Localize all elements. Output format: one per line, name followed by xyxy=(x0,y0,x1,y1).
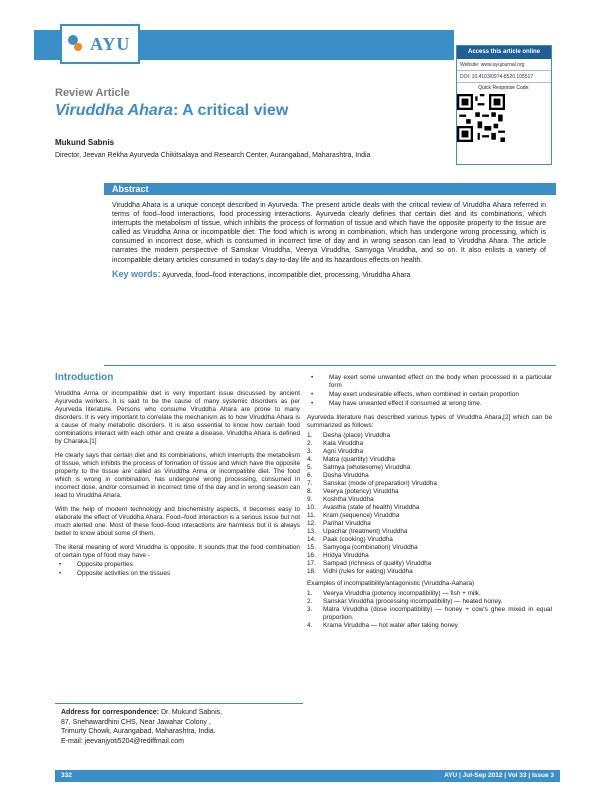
list-text: Parihar Viruddha xyxy=(323,520,371,527)
list-item: • May exert undesirable effects, when combined in certain proportion xyxy=(307,391,552,399)
list-number: 5. xyxy=(307,464,313,471)
list-number: 4. xyxy=(307,456,313,463)
list-item xyxy=(307,472,552,480)
list-item xyxy=(307,528,552,536)
list-number: 3. xyxy=(307,448,313,455)
list-number: 3. xyxy=(307,606,313,613)
keywords xyxy=(104,265,556,279)
list-text: Desha (place) Viruddha xyxy=(323,432,391,439)
access-doi[interactable]: DOI: 10.4103/0974-8520.105517 xyxy=(457,71,551,83)
list-number: 6. xyxy=(307,472,313,479)
list-text: Hridya Viruddha xyxy=(323,552,369,559)
list-text: Kram (sequence) Viruddha xyxy=(323,512,400,519)
list-item xyxy=(307,480,552,488)
examples-list xyxy=(307,590,552,630)
list-text: Agni Viruddha xyxy=(323,448,364,455)
intro-paragraph-1: Viruddha Anna or incompatible diet is very important issue discussed by ancient Ayurveda workers. It is said to be the cause of many systemic disorders as per Ayurveda literature. Persons who consume Viruddha Ahara are prone to many disorders. It is very important to correlate the mechanism as to how Viruddha Ahara is a cause of many metabolic disorders. It is also essential to know how certain food combinations interact with each other and create a disease. Viruddha Ahara is defined by Charaka.[1] xyxy=(55,390,300,445)
list-item xyxy=(307,598,552,606)
list-item xyxy=(307,432,552,440)
list-text: Veerya Viruddha (potency incompatibility) — fish + milk. xyxy=(323,590,481,597)
list-number: 16. xyxy=(307,552,316,559)
left-column xyxy=(55,374,300,582)
list-item: • Opposite activities on the tissues xyxy=(55,570,300,578)
list-text: Paak (cooking) Viruddha xyxy=(323,536,393,543)
list-number: 2. xyxy=(307,440,313,447)
list-item xyxy=(307,544,552,552)
list-text: Upachar (treatment) Viruddha xyxy=(323,528,408,535)
list-item xyxy=(307,440,552,448)
abstract-heading: Abstract xyxy=(104,183,556,195)
list-number: 17. xyxy=(307,560,316,567)
access-heading: Access this article online xyxy=(457,46,551,59)
types-intro: Ayurveda literature has described various types of Viruddha Ahara,[2] which can be summarized as follows: xyxy=(307,414,552,429)
qr-code-icon[interactable] xyxy=(457,94,505,142)
types-list xyxy=(307,432,552,576)
journal-logo xyxy=(60,24,140,64)
list-item xyxy=(307,520,552,528)
list-number: 1. xyxy=(307,590,313,597)
list-number: 15. xyxy=(307,544,316,551)
author-affiliation: Director, Jeevan Rekha Ayurveda Chikitsalaya and Research Center, Aurangabad, Maharashtra, India xyxy=(55,152,371,159)
list-number: 10. xyxy=(307,504,316,511)
right-bullets xyxy=(307,374,552,408)
title-rest: : A critical view xyxy=(172,102,289,119)
list-number: 9. xyxy=(307,496,313,503)
title-italic: Viruddha Ahara xyxy=(55,102,173,119)
list-item xyxy=(307,448,552,456)
list-text: Sampad (richness of quality) Viruddha xyxy=(323,560,432,567)
list-text: Veerya (potency) Viruddha xyxy=(323,488,399,495)
list-text: Kala Viruddha xyxy=(323,440,364,447)
list-item xyxy=(307,552,552,560)
list-number: 11. xyxy=(307,512,316,519)
abstract-divider xyxy=(104,365,556,366)
list-text: Vidhi (rules for eating) Viruddha xyxy=(323,568,413,575)
list-text: Matra (quantity) Viruddha xyxy=(323,456,395,463)
article-type: Review Article xyxy=(55,87,130,99)
list-text: Avastha (state of health) Viruddha xyxy=(323,504,420,511)
abstract-section xyxy=(104,183,556,366)
author-name: Mukund Sabnis xyxy=(55,138,115,147)
list-number: 7. xyxy=(307,480,313,487)
list-number: 2. xyxy=(307,598,313,605)
list-item xyxy=(307,590,552,598)
list-item xyxy=(307,512,552,520)
list-item xyxy=(307,560,552,568)
list-item xyxy=(307,456,552,464)
access-box xyxy=(456,45,552,165)
list-item: • May have unwanted effect if consumed at wrong time. xyxy=(307,400,552,408)
list-item xyxy=(307,488,552,496)
list-text: Dosha Viruddha xyxy=(323,472,369,479)
introduction-heading: Introduction xyxy=(55,372,114,383)
list-text: Koshtha Viruddha xyxy=(323,496,374,503)
issue-info: AYU | Jul-Sep 2012 | Vol 33 | Issue 3 xyxy=(444,772,554,779)
list-number: 8. xyxy=(307,488,313,495)
list-number: 1. xyxy=(307,432,313,439)
list-text: Samyoga (combination) Viruddha xyxy=(323,544,418,551)
list-item xyxy=(307,504,552,512)
intro-bullets xyxy=(55,561,300,578)
correspondence-line-2: Trimurty Chowk, Aurangabad, Maharashtra, India. xyxy=(61,728,216,735)
abstract-text: Viruddha Ahara is a unique concept described in Ayurveda. The present article deals with the critical review of Viruddha Ahara referred in terms of food–food interactions, food processing interactions. Ayurveda clearly defines that certain diet and its combinations, which interrupts the metabolism of tissue, which inhibits the process of formation of tissue and which have the opposite property to the tissue are called as Viruddha Anna or incompatible diet. The food which is wrong in combination, which has undergone wrong processing, which is consumed in incorrect dose, which is consumed in incorrect time of day and in wrong season can lead to Viruddha Ahara. The article narrates the modern perspective of Samskar Viruddha, Veerya Viruddha, Samyoga Viruddha, and so on. It also enlists a variety of incompatible dietary articles consumed in today's day-to-day life and its hazardous effects on health. xyxy=(112,202,546,264)
list-text: Satmya (wholesome) Viruddha xyxy=(323,464,411,471)
list-number: 12. xyxy=(307,520,316,527)
keywords-label: Key words: xyxy=(112,268,161,279)
page-number: 332 xyxy=(61,772,72,779)
journal-name: AYU xyxy=(90,33,131,54)
list-item xyxy=(307,536,552,544)
correspondence-name: Dr. Mukund Sabnis, xyxy=(160,709,223,716)
list-number: 4. xyxy=(307,622,313,629)
list-number: 13. xyxy=(307,528,316,535)
intro-paragraph-2: He clearly says that certain diet and its combinations, which interrupts the metabolism of tissue, which inhibits the process of formation of tissue and which have the opposite property to the tissue are called as Viruddha Anna or incompatible diet. The food which is wrong in combination, has undergone wrong processing, consumed in incorrect dose, and/or consumed in incorrect time of the day and in wrong season can lead to Viruddha Ahara. xyxy=(55,452,300,499)
access-website[interactable]: Website: www.ayujournal.org xyxy=(457,59,551,71)
right-column xyxy=(307,374,552,634)
page-footer xyxy=(55,770,560,782)
intro-paragraph-4: The literal meaning of word Viruddha is opposite. It sounds that the food combination of certain type of food may have - xyxy=(55,544,300,559)
logo-mark-icon xyxy=(68,33,84,55)
list-text: Matra Viruddha (dose incompatibility) — honey + cow's ghee mixed in equal proportion. xyxy=(323,606,552,621)
intro-paragraph-3: With the help of modern technology and biochemistry aspects, it becomes easy to elaborate the effect of Viruddha Ahara. Food–food interaction is a serious issue but not much alerted one. Most of these food–food interactions are harmless but it is always better to know about some of them. xyxy=(55,506,300,537)
qr-label: Quick Response Code: xyxy=(478,85,530,91)
list-item xyxy=(307,568,552,576)
list-number: 18. xyxy=(307,568,316,575)
keywords-list: Ayurveda, food–food interactions, incompatible diet, processing, Viruddha Ahara xyxy=(162,271,411,279)
examples-intro: Examples of incompatibility/antagonistic (Viruddha-Aahara) xyxy=(307,580,475,587)
list-item: • May exert some unwanted effect on the body when processed in a particular form xyxy=(307,374,552,390)
list-text: Krama Viruddha — hot water after taking honey. xyxy=(323,622,460,629)
list-item xyxy=(307,622,552,630)
list-text: Sanskar Viruddha (processing incompatibility) — heated honey. xyxy=(323,598,503,605)
correspondence-email[interactable]: E-mail: jeevanjyoti5204@rediffmail.com xyxy=(61,737,184,745)
list-item: • Opposite properties xyxy=(55,561,300,569)
correspondence-line-1: 87, Snehawardhini CHS, Near Jawahar Colony , xyxy=(61,718,211,726)
list-text: Sanskar (mode of preparation) Viruddha xyxy=(323,480,437,487)
correspondence-box xyxy=(55,703,303,770)
list-item xyxy=(307,496,552,504)
list-number: 14. xyxy=(307,536,316,543)
list-item xyxy=(307,606,552,622)
list-item xyxy=(307,464,552,472)
correspondence-label: Address for correspondence: xyxy=(61,709,160,716)
article-title xyxy=(55,102,288,120)
